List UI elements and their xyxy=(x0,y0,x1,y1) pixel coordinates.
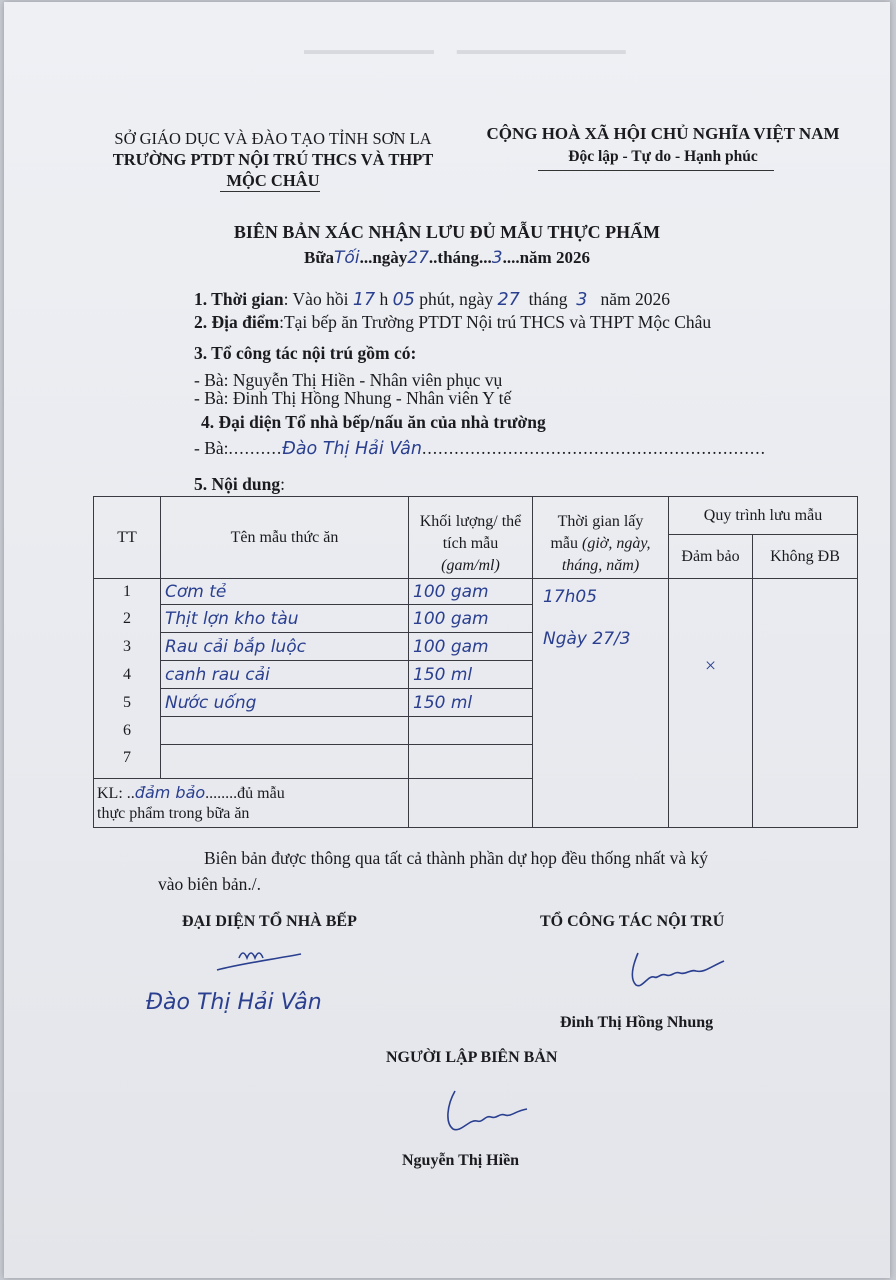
motto-line: Độc lập - Tự do - Hạnh phúc xyxy=(568,148,758,165)
section-location-label: 2. Địa điểm xyxy=(194,312,280,332)
boarding-signature-mark xyxy=(624,947,734,997)
meal-prefix: Bữa xyxy=(304,248,335,267)
section-location-text: :Tại bếp ăn Trường PTDT Nội trú THCS và THPT Mộc Châu xyxy=(279,312,712,332)
kitchen-signature-title: ĐẠI DIỆN TỔ NHÀ BẾP xyxy=(182,913,357,930)
row-number: 5 xyxy=(123,694,131,711)
col-time-header xyxy=(533,497,669,579)
food-weight: 100 gam xyxy=(409,633,532,661)
section-location xyxy=(194,312,711,333)
time-text-a: : Vào hồi xyxy=(283,289,349,309)
col-ok-header: Đảm bảo xyxy=(669,535,753,579)
kitchen-signature-mark xyxy=(209,936,309,976)
bleed-through-text: ▬▬▬▬▬▬▬▬▬▬ ▬▬▬▬▬▬▬▬▬▬▬▬▬ xyxy=(304,42,626,57)
time-month: 3 xyxy=(576,290,588,310)
col-weight-line2: tích mẫu xyxy=(442,535,499,552)
food-name: Rau cải bắp luộc xyxy=(161,633,408,661)
col-weight-line1: Khối lượng/ thể xyxy=(419,513,522,530)
time-text-c: phút, ngày xyxy=(419,289,494,309)
row-number: 1 xyxy=(123,583,131,600)
col-time-line2: mẫu xyxy=(550,535,578,552)
day-label: ...ngày xyxy=(359,248,408,267)
day-value: 27 xyxy=(407,248,429,268)
time-text-d: tháng xyxy=(528,289,568,309)
time-value-date: Ngày 27/3 xyxy=(543,629,631,649)
food-weight: 100 gam xyxy=(409,579,532,605)
header-left xyxy=(100,128,446,191)
food-name xyxy=(161,745,408,771)
time-day: 27 xyxy=(497,290,520,310)
section-content-colon: : xyxy=(280,474,285,494)
food-weight: 150 ml xyxy=(409,689,532,717)
time-cell xyxy=(533,579,669,828)
boarding-signature-title: TỔ CÔNG TÁC NỘI TRÚ xyxy=(540,913,725,930)
kitchen-rep-line: - Bà:..........Đào Thị Hải Vân................................................................ xyxy=(194,438,767,459)
meal-value: Tối xyxy=(334,248,360,268)
col-process-header: Quy trình lưu mẫu xyxy=(669,497,858,535)
conclusion-cell: KL: ..đảm bảo........đủ mẫu thực phẩm trong bữa ăn xyxy=(94,779,409,828)
year-label: ....năm 2026 xyxy=(502,248,590,267)
section-time-label: 1. Thời gian xyxy=(194,289,284,309)
time-value-hour: 17h05 xyxy=(543,587,598,607)
document-page xyxy=(4,2,890,1278)
closing-line-1: Biên bản được thông qua tất cả thành phần dự họp đều thống nhất và ký xyxy=(204,848,709,868)
time-minute: 05 xyxy=(392,290,415,310)
time-text-b: h xyxy=(379,289,389,309)
conclusion-line2: thực phẩm trong bữa ăn xyxy=(97,805,250,822)
col-notok-header: Không ĐB xyxy=(753,535,858,579)
row-number: 2 xyxy=(123,610,131,627)
recorder-signature-title: NGƯỜI LẬP BIÊN BẢN xyxy=(386,1049,558,1066)
row-number: 6 xyxy=(123,722,131,739)
name-column xyxy=(161,579,409,779)
food-name: canh rau cải xyxy=(161,661,408,689)
header-right xyxy=(480,122,846,168)
month-value: 3 xyxy=(491,248,503,268)
col-tt-header: TT xyxy=(94,497,161,579)
ok-cell xyxy=(669,579,753,828)
section-content xyxy=(194,474,285,495)
section-time xyxy=(194,289,670,310)
col-name-header: Tên mẫu thức ăn xyxy=(161,497,409,579)
row-number: 4 xyxy=(123,666,131,683)
food-name: Nước uống xyxy=(161,689,408,717)
time-hour: 17 xyxy=(352,290,376,310)
food-weight xyxy=(409,745,532,771)
kitchen-rep-name: Đào Thị Hải Vân xyxy=(282,439,423,459)
school-location-line: MỘC CHÂU xyxy=(226,171,320,190)
food-name: Thịt lợn kho tàu xyxy=(161,605,408,633)
notok-cell xyxy=(753,579,858,828)
row-number: 7 xyxy=(123,749,131,766)
col-weight-header xyxy=(409,497,533,579)
section-kitchen-label: 4. Đại diện Tổ nhà bếp/nấu ăn của nhà trường xyxy=(201,412,546,432)
section-team-label: 3. Tổ công tác nội trú gồm có: xyxy=(194,343,417,363)
closing-line-2: vào biên bản./. xyxy=(158,874,262,894)
conclusion-suffix: ........đủ mẫu xyxy=(205,785,285,802)
col-time-line1: Thời gian lấy xyxy=(557,513,644,530)
header-left-underline xyxy=(220,191,320,192)
col-time-line3: tháng, năm) xyxy=(561,557,640,574)
document-title: BIÊN BẢN XÁC NHẬN LƯU ĐỦ MẪU THỰC PHẨM xyxy=(233,222,661,242)
school-line: TRƯỜNG PTDT NỘI TRÚ THCS VÀ THPT xyxy=(112,150,434,169)
food-weight xyxy=(409,717,532,745)
ministry-line: SỞ GIÁO DỤC VÀ ĐÀO TẠO TỈNH SƠN LA xyxy=(114,129,432,148)
section-content-label: 5. Nội dung xyxy=(194,474,281,494)
team-member-1: - Bà: Nguyễn Thị Hiền - Nhân viên phục vụ xyxy=(194,370,503,390)
food-name xyxy=(161,717,408,745)
conclusion-prefix: KL: xyxy=(97,785,123,802)
recorder-signature-mark xyxy=(439,1087,539,1137)
weight-column xyxy=(409,579,533,779)
country-line: CỘNG HOÀ XÃ HỘI CHỦ NGHĨA VIỆT NAM xyxy=(486,124,840,143)
tt-column xyxy=(94,579,161,779)
food-weight: 150 ml xyxy=(409,661,532,689)
conclusion-weight-cell xyxy=(409,779,533,828)
ok-mark: × xyxy=(704,655,717,677)
team-member-2: - Bà: Đinh Thị Hồng Nhung - Nhân viên Y tế xyxy=(194,388,512,408)
food-name: Cơm tẻ xyxy=(161,579,408,605)
kitchen-rep-prefix: - Bà: xyxy=(194,438,229,458)
header-right-underline xyxy=(538,170,774,171)
boarding-signature-name: Đinh Thị Hồng Nhung xyxy=(560,1014,714,1031)
col-weight-line3: (gam/ml) xyxy=(441,557,500,574)
food-weight: 100 gam xyxy=(409,605,532,633)
meal-line xyxy=(304,248,590,268)
row-number: 3 xyxy=(123,638,131,655)
month-label: ..tháng... xyxy=(428,248,492,267)
sample-table xyxy=(93,496,858,828)
col-time-line2b: (giờ, ngày, xyxy=(582,535,651,552)
conclusion-value: đảm bảo xyxy=(134,783,206,802)
kitchen-signature-name: Đào Thị Hải Vân xyxy=(146,990,322,1015)
recorder-signature-name: Nguyễn Thị Hiền xyxy=(402,1152,520,1169)
time-text-e: năm 2026 xyxy=(600,289,670,309)
